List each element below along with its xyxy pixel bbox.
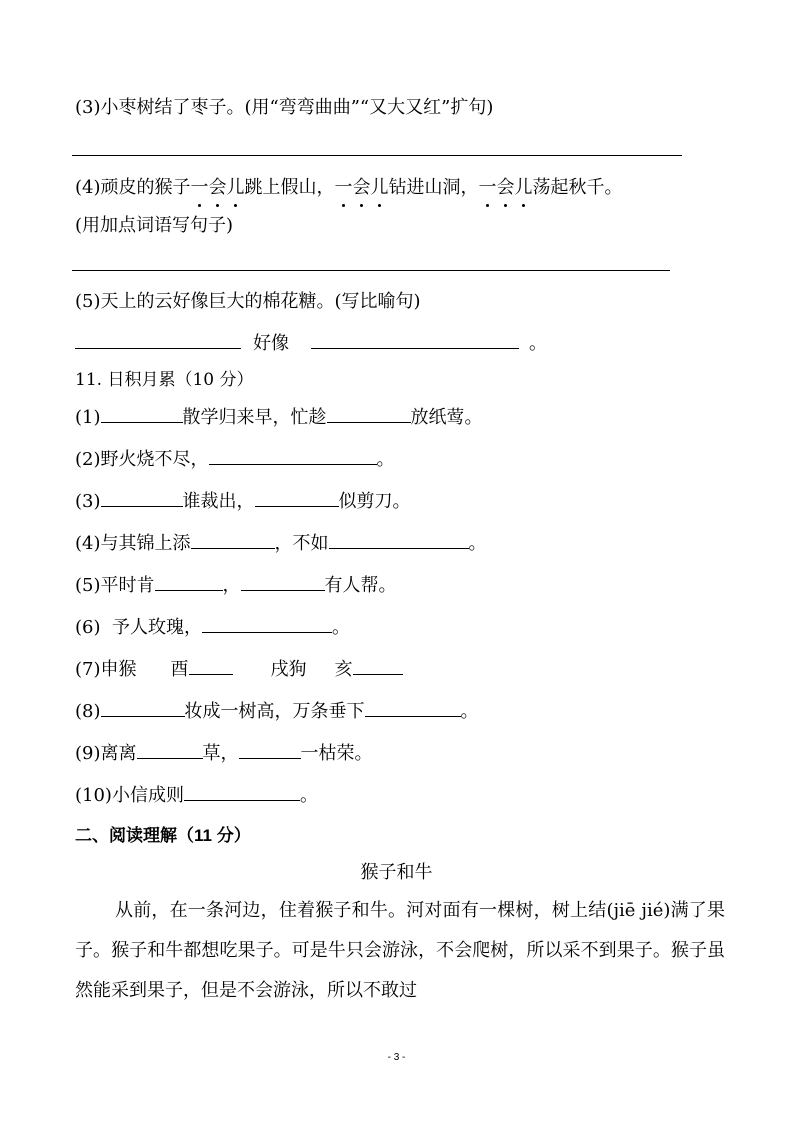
- item-text: 。: [376, 449, 395, 470]
- item-text: (8): [75, 701, 101, 722]
- item-text: 妆成一树高，万条垂下: [184, 701, 365, 722]
- blank[interactable]: [137, 740, 203, 759]
- period: 。: [529, 333, 547, 354]
- q4-dot-char: 会: [496, 177, 515, 198]
- q4-dot-char: 一: [478, 177, 497, 198]
- item-text: 谁裁出，: [182, 491, 255, 512]
- item-text: 酉: [170, 659, 189, 680]
- item-text: 有人帮。: [324, 575, 397, 596]
- blank[interactable]: [101, 404, 183, 423]
- q4-mid2: 钻进山洞，: [388, 177, 479, 198]
- item-text: 。: [299, 785, 318, 806]
- item-text: (5)平时肯: [75, 575, 155, 596]
- blank[interactable]: [353, 656, 403, 675]
- item-text: 戌狗: [270, 659, 307, 680]
- q4-dot-char: 儿: [226, 177, 245, 198]
- question-5-answer: [75, 330, 547, 356]
- blank[interactable]: [329, 530, 469, 549]
- blank[interactable]: [101, 698, 185, 717]
- item-text: ，不如: [274, 533, 329, 554]
- blank[interactable]: [209, 446, 377, 465]
- story-title: 猴子和牛: [360, 862, 433, 883]
- blank[interactable]: [191, 530, 275, 549]
- item-text: (6) 予人玫瑰，: [75, 617, 202, 638]
- q4-dot-char: 一: [334, 177, 353, 198]
- question-4-instruction: (用加点词语写句子): [75, 215, 234, 236]
- q4-dot-char: 会: [208, 177, 227, 198]
- question-5: (5)天上的云好像巨大的棉花糖。(写比喻句): [75, 291, 421, 312]
- item-9: [75, 740, 373, 766]
- blank[interactable]: [189, 656, 233, 675]
- item-text: 。: [460, 701, 479, 722]
- q4-end: 荡起秋千。: [532, 177, 623, 198]
- blank[interactable]: [75, 330, 241, 349]
- q4-dot-char: 儿: [370, 177, 389, 198]
- q4-dot-char: 一: [190, 177, 209, 198]
- answer-line-3[interactable]: [72, 155, 682, 156]
- item-text: (9)离离: [75, 743, 137, 764]
- blank[interactable]: [255, 488, 339, 507]
- question-4: [75, 176, 623, 200]
- item-6: [75, 614, 350, 640]
- item-2: [75, 446, 395, 472]
- haoxiang-label: 好像: [253, 333, 289, 354]
- item-text: ，: [222, 575, 241, 596]
- q4-dot-char: 儿: [514, 177, 533, 198]
- item-text: 。: [468, 533, 487, 554]
- blank[interactable]: [202, 614, 332, 633]
- item-text: 。: [331, 617, 350, 638]
- blank[interactable]: [241, 572, 325, 591]
- item-1: [75, 404, 483, 430]
- q4-dot-char: 会: [352, 177, 371, 198]
- item-text: (3): [75, 491, 101, 512]
- blank[interactable]: [184, 782, 300, 801]
- item-5: [75, 572, 397, 598]
- q4-prefix: (4)顽皮的猴子: [75, 177, 191, 198]
- item-text: 草，: [202, 743, 239, 764]
- item-8: [75, 698, 479, 724]
- blank[interactable]: [365, 698, 461, 717]
- story-paragraph: 从前，在一条河边，住着猴子和牛。河对面有一棵树，树上结(jiē jié)满了果子。猴子和牛都想吃果子。可是牛只会游泳，不会爬树，所以采不到果子。猴子虽然能采到果子，但是不会游泳，所以不敢过: [75, 900, 725, 1001]
- item-text: (1): [75, 407, 101, 428]
- blank[interactable]: [101, 488, 183, 507]
- blank[interactable]: [155, 572, 223, 591]
- item-7: [75, 656, 403, 682]
- item-10: [75, 782, 318, 808]
- item-text: 放纸莺。: [410, 407, 483, 428]
- blank[interactable]: [327, 404, 411, 423]
- blank[interactable]: [239, 740, 301, 759]
- item-text: (7)申猴: [75, 659, 137, 680]
- item-text: 散学归来早，忙趁: [182, 407, 327, 428]
- answer-line-4[interactable]: [72, 270, 670, 271]
- item-text: (2)野火烧不尽，: [75, 449, 209, 470]
- blank[interactable]: [311, 330, 519, 349]
- item-text: 亥: [334, 659, 353, 680]
- question-3: (3)小枣树结了枣子。(用“弯弯曲曲”“又大又红”扩句): [75, 97, 494, 118]
- section-2-title: 二、阅读理解（11 分）: [75, 826, 251, 845]
- section-11-title: 11. 日积月累（10 分）: [75, 370, 254, 390]
- item-text: 一枯荣。: [300, 743, 373, 764]
- page-number: - 3 -: [387, 1052, 406, 1063]
- item-3: [75, 488, 411, 514]
- item-text: 似剪刀。: [338, 491, 411, 512]
- item-text: (4)与其锦上添: [75, 533, 191, 554]
- item-text: (10)小信成则: [75, 785, 184, 806]
- q4-mid1: 跳上假山，: [244, 177, 335, 198]
- item-4: [75, 530, 487, 556]
